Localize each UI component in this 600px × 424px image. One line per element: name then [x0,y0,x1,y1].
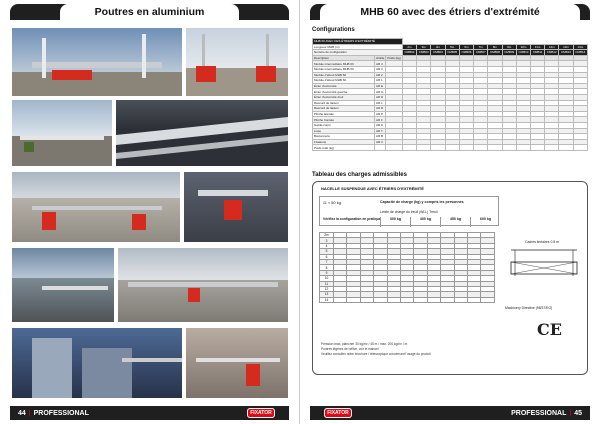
load-box-heading: NACELLE SUSPENDUE AVEC ÉTRIERS D'EXTRÉMITÉ [321,186,424,191]
col-weight: Poids (kg) [387,56,401,61]
load-length: 8 [320,265,334,270]
photo-building-edge [186,328,288,398]
right-page-number: 45 [574,409,582,417]
diagram-dimension-label: Cadres linéaires 0.5 m [525,240,559,244]
item-article: AR 2 [375,72,386,78]
item-description: Raccord de liaison [313,100,375,106]
fixator-logo: FIXATOR [247,408,275,418]
item-article: AR 3 [375,66,386,72]
item-article: AR R [375,106,386,112]
item-qty-cell [573,145,587,151]
fixator-logo-right: FIXATOR [324,408,352,418]
load-length: 13 [320,292,334,297]
length-cell: 11m [531,44,545,50]
load-chart-box [312,181,588,375]
item-qty-cell [445,145,459,151]
item-qty-cell [431,145,445,151]
config-code-cell: CMB06 [459,50,473,56]
load-cell [334,297,347,302]
item-qty-cell [459,145,473,151]
item-article [375,145,386,151]
config-code-cell: CMB10 [516,50,530,56]
item-description: Raccord de liaison [313,106,375,112]
length-cell: 9m [502,44,516,50]
load-cell [481,297,495,302]
item-article: AR E [375,83,386,89]
item-qty-cell [545,145,559,151]
load-cell [468,297,481,302]
load-length: 9 [320,270,334,275]
ce-mark: CE [537,320,562,339]
load-length: 11 [320,281,334,286]
load-cell [401,297,414,302]
load-col-450: 450 kg [440,217,470,227]
config-code-cell: CMB12 [545,50,559,56]
load-cell [414,297,427,302]
item-qty-cell [516,145,530,151]
left-footer: 44 | PROFESSIONAL FIXATOR [10,406,289,420]
item-description: Étrier d'extrémité [313,83,375,89]
machinery-directive: Machinery Directive (98/37/EG) [505,306,553,310]
photo-roof-platform [118,248,288,322]
left-footer-section: PROFESSIONAL [33,409,89,417]
load-cell [374,297,387,302]
load-cell [441,297,454,302]
configurations-title: Configurations [312,27,355,33]
load-length: 6 [320,254,334,259]
note-2: Poutres légères de hélice, voir le manuel [321,347,379,351]
item-weight [386,145,403,151]
right-page-title: MHB 60 avec des étriers d'extrémité [320,4,580,20]
load-cell [387,297,400,302]
platform-diagram [507,246,581,280]
item-description: Étrier d'extrémité gauche [313,89,375,95]
capacity-subtitle: Limite de charge du treuil (WLL) Treuil [380,210,438,214]
weight-icon: ⚖ < 50 kg [323,200,341,205]
length-cell: 8m [488,44,502,50]
load-table-title: Tableau des charges admissibles [312,172,407,178]
length-cell: 12m [545,44,559,50]
left-page-title: Poutres en aluminium [60,4,239,20]
load-length: 4 [320,243,334,248]
load-table [319,232,495,303]
length-cell: 2m [402,44,416,50]
weight-label: < 50 kg [327,200,341,205]
load-length: 3 [320,238,334,243]
verify-label: Vérifiez la configuration en pratique [323,217,381,221]
length-cell: 4m [431,44,445,50]
config-code-cell: CMB13 [559,50,573,56]
load-length: 7 [320,259,334,264]
config-code-cell: CMB02 [402,50,416,56]
right-footer: FIXATOR PROFESSIONAL | 45 [310,406,590,420]
item-article: AR D [375,94,386,100]
config-code-cell: CMB11 [531,50,545,56]
col-description: Description [313,55,375,61]
length-cell: 7m [474,44,488,50]
config-code-cell: CMB03 [417,50,431,56]
item-description: Lisse [313,128,375,134]
load-col-300: 300 kg [380,217,410,227]
col-article: Article [376,56,385,61]
photo-beam-closeup [116,100,288,166]
load-column-heads [380,217,500,227]
photo-winch-detail [184,172,288,242]
config-code-cell: CMB08 [488,50,502,56]
item-description: Garde-corps [313,122,375,128]
right-footer-section: PROFESSIONAL [511,409,567,417]
length-cell: 6m [459,44,473,50]
item-qty-cell [488,145,502,151]
item-description: Fixations [313,139,375,145]
item-article: AR 1 [375,78,386,84]
item-article: AR K [375,122,386,128]
item-article: AR X [375,139,386,145]
item-qty-cell [402,145,416,151]
load-cell [347,297,360,302]
item-article: AR P [375,111,386,117]
photo-rooftop-rails [12,100,112,166]
load-col-400: 400 kg [410,217,440,227]
item-qty-cell [559,145,573,151]
item-article: AR L [375,100,386,106]
item-description: Module d'about MHB 60 [313,72,375,78]
item-article: AR G [375,89,386,95]
load-length: 5 [320,249,334,254]
item-article: AR 4 [375,61,386,67]
item-article: AR F [375,117,386,123]
config-code-cell: CMB14 [573,50,587,56]
length-cell: 5m [445,44,459,50]
photo-aluminium-beam-crane [12,28,182,96]
config-row-label: Numéro de configuration [313,50,403,56]
photo-mountain-view [12,248,114,322]
item-description: Poids total (kg) [313,145,375,151]
load-notes [321,342,431,357]
item-qty-cell [417,145,431,151]
config-code-cell: CMB05 [445,50,459,56]
item-description: Boulonnerie [313,134,375,140]
length-cell: 13m [559,44,573,50]
load-cell [427,297,440,302]
item-qty-cell [474,145,488,151]
load-length: 2m [320,233,334,238]
load-cell [454,297,467,302]
config-code-cell: CMB09 [502,50,516,56]
load-length: 14 [320,297,334,302]
item-description: Module intermédiaire MHB 60 [313,66,375,72]
item-description: Étrier d'extrémité droit [313,94,375,100]
item-description: Plinthe frontale [313,117,375,123]
item-qty-cell [531,145,545,151]
config-code-cell: CMB07 [474,50,488,56]
configuration-table [312,38,588,151]
load-length: 10 [320,276,334,281]
length-row-label: Longueur MHB (m) [313,44,403,50]
photo-suspended-platform [186,28,288,96]
load-cell [360,297,373,302]
item-description: Module intermédiaire MHB 60 [313,61,375,67]
length-cell: 3m [417,44,431,50]
photo-roof-installation [12,172,180,242]
item-description: Plinthe latérale [313,111,375,117]
note-1: Pression max. plancher 30 kg/m² / 45 m / max. 200 kg/m² / m [321,342,408,346]
load-col-600: 600 kg [470,217,500,227]
right-page [300,0,600,424]
config-item-row [313,145,588,151]
item-qty-cell [502,145,516,151]
photo-tower-facade [12,328,182,398]
load-length: 12 [320,286,334,291]
load-row [320,297,495,302]
item-article: AR T [375,128,386,134]
config-code-cell: CMB04 [431,50,445,56]
item-description: Module d'about MHB 60 [313,78,375,84]
config-table-heading: MHB 60 AVEC DES ÉTRIERS D'EXTRÉMITÉ [313,39,403,45]
length-cell: 14m [573,44,587,50]
length-cell: 10m [516,44,530,50]
item-article: AR B [375,134,386,140]
capacity-header [319,196,499,226]
note-3: Veuillez consulter notre brochure / télescopique concernant l'usage du produit [321,352,431,356]
left-page-number: 44 [18,409,26,417]
capacity-title: Capacité de charge (kg) y compris les personnes [380,200,464,204]
